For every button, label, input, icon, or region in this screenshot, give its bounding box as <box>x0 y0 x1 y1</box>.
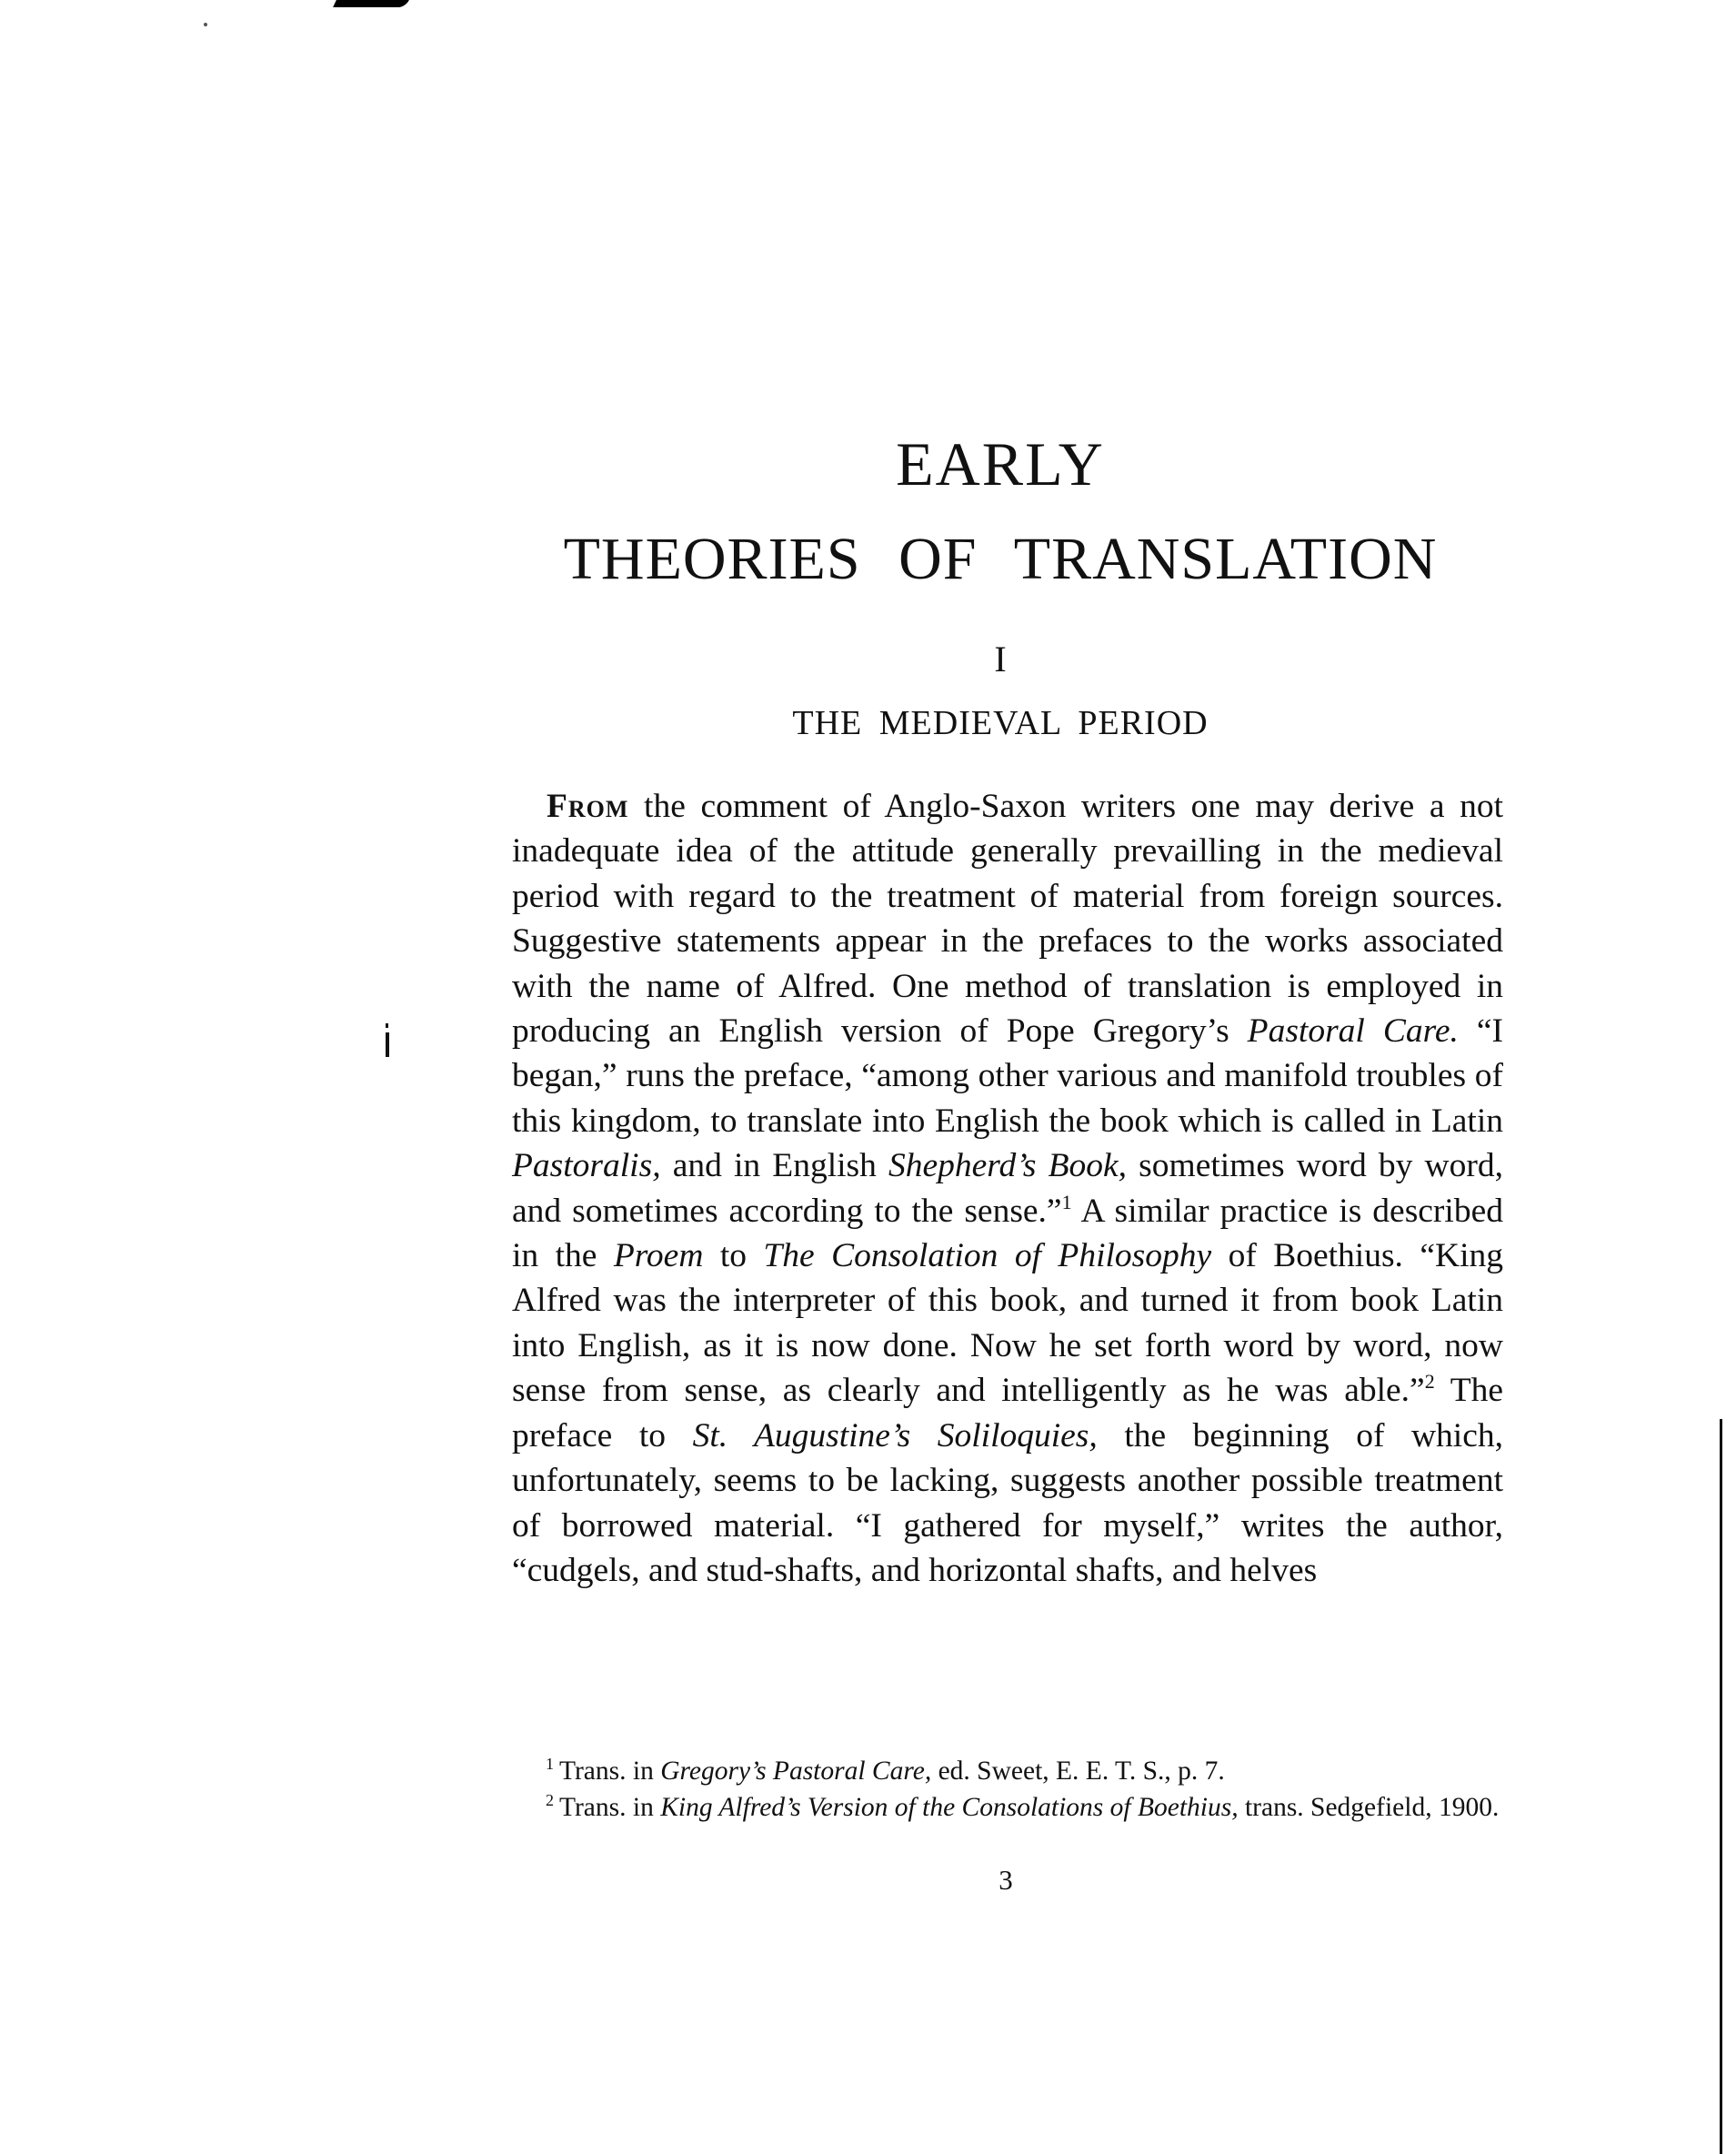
footnote-text: trans. Sedgefield, 1900. <box>1238 1793 1500 1822</box>
body-text-run: the beginning of which, unfortunately, seems to be lacking, suggests another possible treatment of borrowed material. “I gathered for myself,” writes the author, “cudgels, and stud-shafts, and horizontal shafts, and helves <box>512 1416 1503 1589</box>
scan-artifact-tick <box>386 1032 389 1057</box>
body-text-run: sometimes word by word, and sometimes according to the sense.” <box>512 1147 1503 1230</box>
work-title-italic: Pastoral Care. <box>1247 1012 1459 1051</box>
footnote-1 <box>509 1753 1502 1789</box>
scan-artifact-mark <box>333 0 409 7</box>
footnote-ref-1: 1 <box>1061 1190 1072 1213</box>
lead-word: From <box>547 788 629 825</box>
work-title-italic: The Consolation of Philosophy <box>763 1237 1212 1275</box>
body-paragraph <box>512 784 1503 1593</box>
chapter-title: THE MEDIEVAL PERIOD <box>792 704 1209 742</box>
scan-artifact-tick-dot <box>386 1023 388 1028</box>
footnote-italic: Gregory’s Pastoral Care, <box>660 1756 932 1786</box>
scan-artifact-dot <box>204 23 207 26</box>
footnote-text: ed. Sweet, E. E. T. S., p. 7. <box>931 1756 1225 1786</box>
body-text-run: and in English <box>660 1147 888 1185</box>
body-text-run: The preface to <box>512 1372 1504 1454</box>
work-title-italic: Shepherd’s Book, <box>888 1147 1128 1185</box>
body-text-run: the comment of Anglo-Saxon writers one may derive a not inadequate idea of the attitude generally prevailling in the medieval period with regard to the treatment of material from foreign sources. Suggestive statements appear in the prefaces to the works associated with the name of Alfred. One method of translation is employed in producing an English version of Pope Gregory’s <box>512 788 1503 1051</box>
footnotes <box>509 1753 1502 1826</box>
chapter-number: I <box>994 639 1007 679</box>
book-title-line-2: THEORIES OF TRANSLATION <box>563 526 1438 592</box>
footnote-italic: King Alfred’s Version of the Consolations of Boethius, <box>660 1793 1239 1822</box>
body-text-run: to <box>703 1237 764 1275</box>
work-title-italic: Pastoralis, <box>512 1147 661 1185</box>
footnote-marker: 1 <box>546 1755 554 1773</box>
work-title-italic: St. Augustine’s Soliloquies, <box>692 1416 1098 1454</box>
footnote-marker: 2 <box>546 1791 554 1809</box>
page-number: 3 <box>998 1864 1013 1896</box>
body-text-run: A similar practice is described in the <box>512 1192 1503 1275</box>
work-title-italic: Proem <box>613 1237 704 1275</box>
footnote-text: Trans. in <box>559 1756 661 1786</box>
body-text-run: “I began,” runs the preface, “among other various and manifold troubles of this kingdom, to translate into English the book which is called in Latin <box>512 1012 1503 1140</box>
book-title <box>509 423 1491 596</box>
footnote-ref-2: 2 <box>1424 1370 1435 1394</box>
footnote-text: Trans. in <box>559 1793 661 1822</box>
scan-artifact-page-edge <box>1720 1419 1722 2154</box>
body-text-run: of Boethius. “King Alfred was the interpreter of this book, and turned it from book Latin into English, as it is now done. Now he set forth word by word, now sense from sense, as clearly and intelligently as he was able.” <box>512 1237 1503 1410</box>
book-title-line-1: EARLY <box>896 429 1105 498</box>
footnote-2 <box>509 1789 1502 1826</box>
